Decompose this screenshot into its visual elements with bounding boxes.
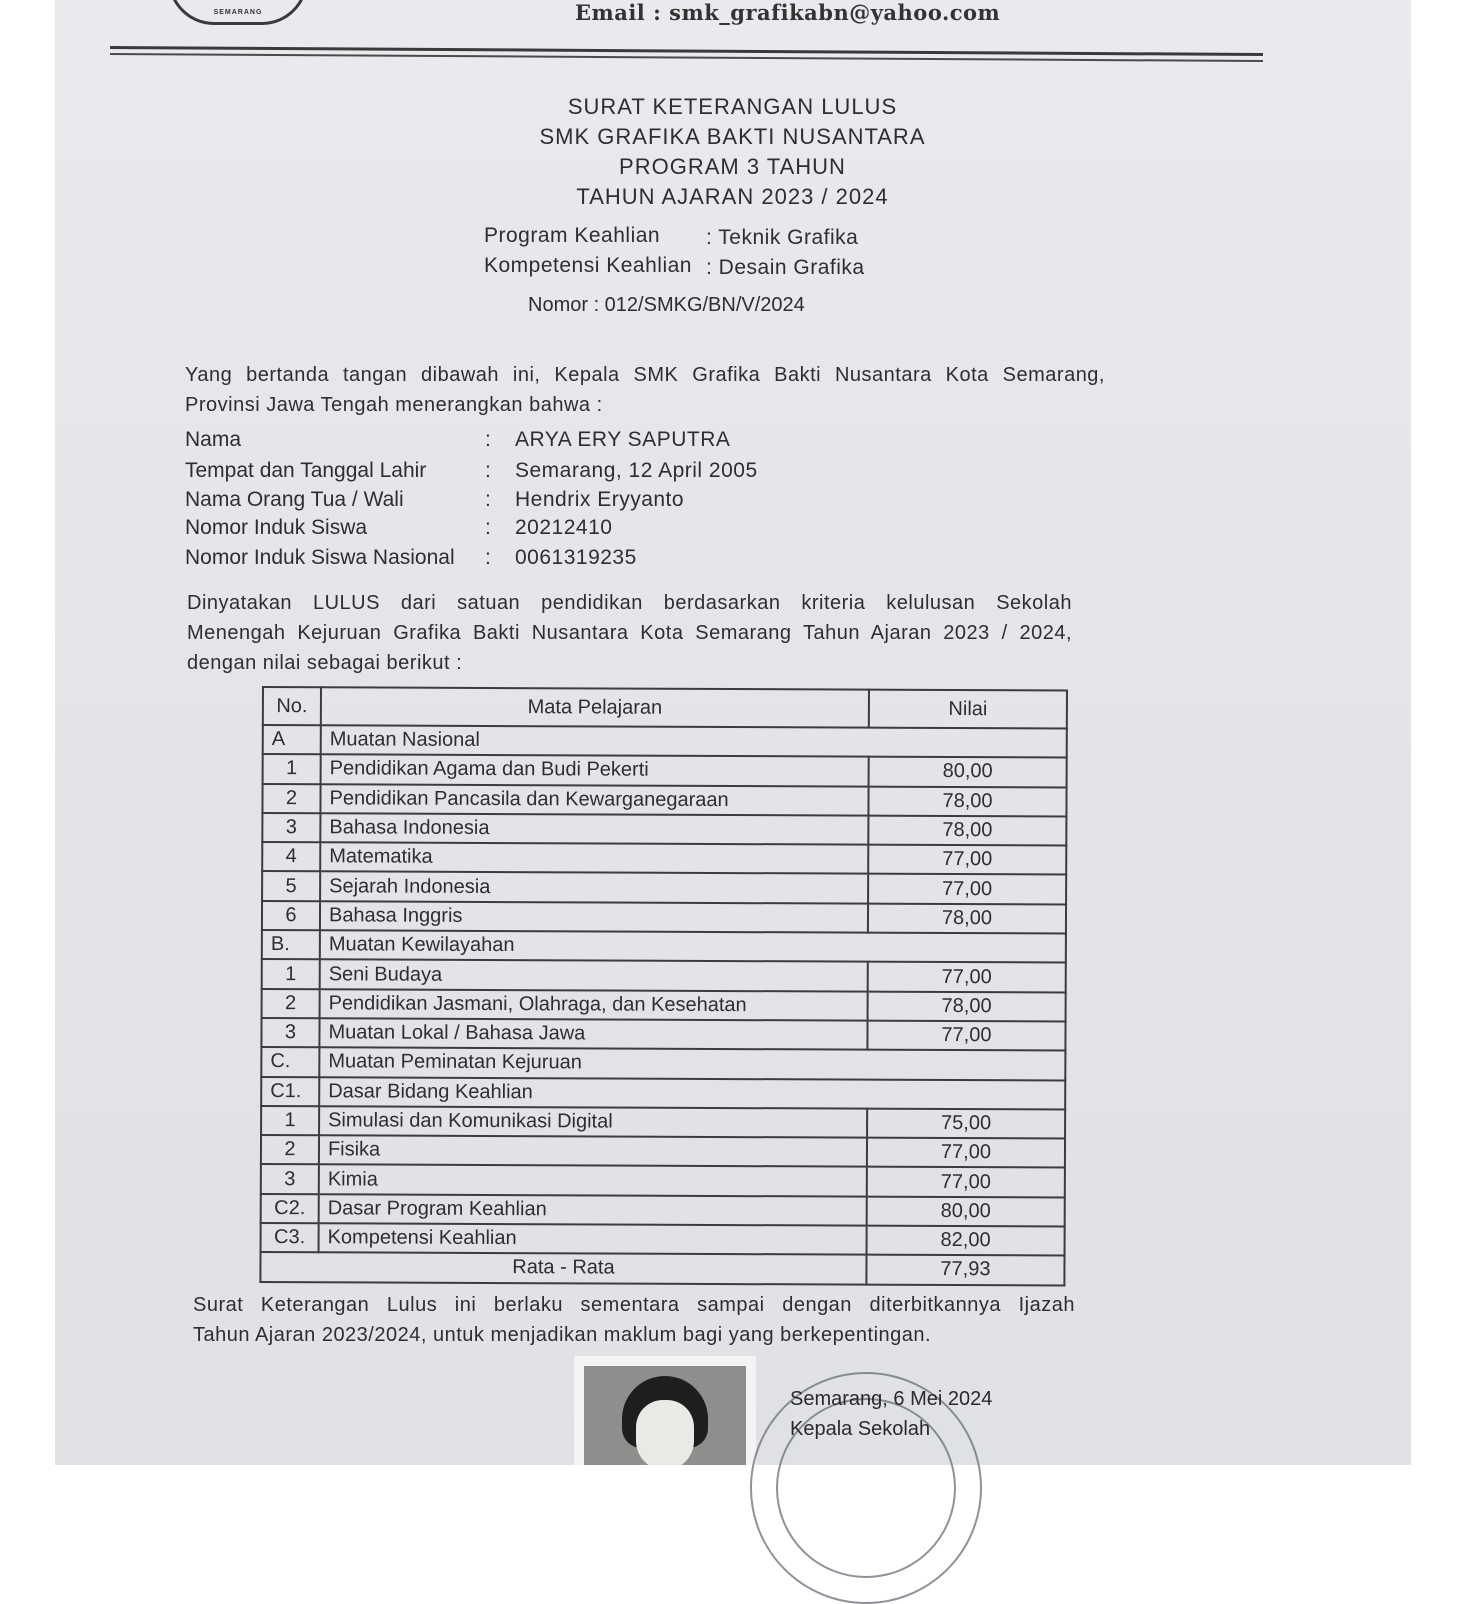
average-value: 77,93 <box>866 1255 1064 1285</box>
closing-paragraph <box>193 1290 1075 1350</box>
header-email: Email : smk_grafikabn@yahoo.com <box>575 0 1001 25</box>
row-score: 78,00 <box>868 786 1066 816</box>
statement-paragraph <box>187 588 1072 678</box>
row-number: 3 <box>262 813 320 843</box>
document-number: Nomor : 012/SMKG/BN/V/2024 <box>528 294 805 316</box>
section-title: Muatan Nasional <box>321 725 1067 758</box>
row-score: 77,00 <box>868 962 1066 992</box>
statement-line: dengan nilai sebagai berikut : <box>187 652 463 674</box>
row-score: 77,00 <box>867 1167 1065 1197</box>
section-title: Muatan Peminatan Kejuruan <box>319 1048 1065 1081</box>
student-separator: : <box>485 546 491 569</box>
section-code: B. <box>262 930 320 960</box>
section-row <box>261 1047 1065 1080</box>
header-subject: Mata Pelajaran <box>321 687 869 727</box>
table-row <box>261 1223 1065 1256</box>
table-row <box>261 1194 1065 1227</box>
row-number: 1 <box>263 754 321 784</box>
row-subject: Dasar Program Keahlian <box>319 1194 867 1226</box>
row-score: 80,00 <box>869 757 1067 787</box>
program-value: : Teknik Grafika <box>706 226 859 249</box>
row-number: C3. <box>261 1223 319 1253</box>
row-number: 5 <box>262 871 320 901</box>
table-row <box>262 989 1066 1022</box>
average-row <box>260 1252 1064 1285</box>
row-score: 75,00 <box>867 1109 1065 1139</box>
table-row <box>261 1018 1065 1051</box>
section-code: A <box>263 725 321 755</box>
section-code: C. <box>261 1047 319 1077</box>
row-score: 77,00 <box>867 1021 1065 1051</box>
closing-line: Surat Keterangan Lulus ini berlaku sementara sampai dengan diterbitkannya Ijazah <box>193 1294 1075 1316</box>
row-number: 3 <box>261 1164 319 1194</box>
statement-line: Menengah Kejuruan Grafika Bakti Nusantara Kota Semarang Tahun Ajaran 2023 / 2024, <box>187 622 1072 644</box>
row-score: 78,00 <box>868 903 1066 933</box>
row-subject: Pendidikan Pancasila dan Kewarganegaraan <box>320 784 868 816</box>
row-subject: Sejarah Indonesia <box>320 872 868 904</box>
row-number: 1 <box>261 1106 319 1136</box>
section-title: Muatan Kewilayahan <box>320 930 1066 963</box>
table-row <box>262 784 1066 817</box>
row-subject: Pendidikan Agama dan Budi Pekerti <box>321 755 869 787</box>
signature-title: Kepala Sekolah <box>790 1418 931 1440</box>
student-label: Nomor Induk Siswa Nasional <box>185 546 455 569</box>
student-parent: Hendrix Eryyanto <box>515 488 685 511</box>
row-subject: Bahasa Indonesia <box>320 813 868 845</box>
row-subject: Kompetensi Keahlian <box>319 1223 867 1255</box>
row-number: 4 <box>262 842 320 872</box>
table-header-row <box>263 687 1067 729</box>
table-row <box>263 754 1067 787</box>
row-number: 2 <box>261 1135 319 1165</box>
row-score: 77,00 <box>868 845 1066 875</box>
row-number: 1 <box>262 959 320 989</box>
statement-line: Dinyatakan LULUS dari satuan pendidikan berdasarkan kriteria kelulusan Sekolah <box>187 592 1072 614</box>
program-label: Program Keahlian <box>484 224 661 247</box>
student-nisn: 0061319235 <box>515 546 637 569</box>
row-number: 6 <box>262 901 320 931</box>
row-subject: Muatan Lokal / Bahasa Jawa <box>319 1018 867 1050</box>
row-number: 2 <box>262 989 320 1019</box>
student-separator: : <box>485 516 491 539</box>
doc-title: SURAT KETERANGAN LULUS <box>567 94 898 119</box>
row-score: 77,00 <box>868 874 1066 904</box>
table-row <box>261 1106 1065 1139</box>
section-row <box>263 725 1067 758</box>
intro-line: Provinsi Jawa Tengah menerangkan bahwa : <box>185 394 603 416</box>
student-label: Tempat dan Tanggal Lahir <box>185 459 427 482</box>
row-score: 82,00 <box>867 1226 1065 1256</box>
grades-table <box>259 686 1068 1286</box>
row-subject: Matematika <box>320 842 868 874</box>
closing-line: Tahun Ajaran 2023/2024, untuk menjadikan maklum bagi yang berkepentingan. <box>193 1324 932 1346</box>
table-row <box>262 901 1066 934</box>
row-score: 80,00 <box>867 1196 1065 1226</box>
academic-year: TAHUN AJARAN 2023 / 2024 <box>576 184 889 209</box>
student-separator: : <box>485 428 491 451</box>
student-birth: Semarang, 12 April 2005 <box>515 459 758 482</box>
table-row <box>262 842 1066 875</box>
section-row <box>261 1077 1065 1110</box>
row-subject: Pendidikan Jasmani, Olahraga, dan Kesehatan <box>320 989 868 1021</box>
intro-paragraph <box>185 360 1105 420</box>
table-row <box>261 1164 1065 1197</box>
table-row <box>261 1135 1065 1168</box>
row-score: 78,00 <box>868 991 1066 1021</box>
student-name: ARYA ERY SAPUTRA <box>515 428 731 451</box>
student-nis: 20212410 <box>515 516 613 539</box>
grades-body <box>261 725 1067 1256</box>
row-subject: Simulasi dan Komunikasi Digital <box>319 1106 867 1138</box>
student-label: Nama Orang Tua / Wali <box>185 488 404 511</box>
logo-text: SEMARANG <box>213 9 263 16</box>
photo-face <box>636 1400 694 1465</box>
header-score: Nilai <box>869 690 1067 729</box>
row-subject: Kimia <box>319 1165 867 1197</box>
row-subject: Seni Budaya <box>320 960 868 992</box>
student-photo <box>584 1366 746 1465</box>
row-number: 2 <box>262 784 320 814</box>
header-no: No. <box>263 687 321 725</box>
section-row <box>262 930 1066 963</box>
section-title: Dasar Bidang Keahlian <box>319 1077 1065 1110</box>
table-row <box>262 813 1066 846</box>
kompetensi-label: Kompetensi Keahlian <box>484 254 692 277</box>
kompetensi-value: : Desain Grafika <box>706 256 865 279</box>
school-name: SMK GRAFIKA BAKTI NUSANTARA <box>539 124 926 149</box>
section-code: C1. <box>261 1077 319 1107</box>
intro-line: Yang bertanda tangan dibawah ini, Kepala SMK Grafika Bakti Nusantara Kota Semarang, <box>185 364 1105 386</box>
row-number: 3 <box>261 1018 319 1048</box>
student-label: Nomor Induk Siswa <box>185 516 368 539</box>
average-label: Rata - Rata <box>260 1252 866 1284</box>
table-row <box>262 871 1066 904</box>
student-label: Nama <box>185 428 242 451</box>
student-separator: : <box>485 488 491 511</box>
table-row <box>262 959 1066 992</box>
program-duration: PROGRAM 3 TAHUN <box>619 154 846 179</box>
row-subject: Bahasa Inggris <box>320 901 868 933</box>
row-number: C2. <box>261 1194 319 1224</box>
row-subject: Fisika <box>319 1135 867 1167</box>
student-separator: : <box>485 459 491 482</box>
row-score: 78,00 <box>868 816 1066 846</box>
signature-place-date: Semarang, 6 Mei 2024 <box>790 1388 993 1410</box>
row-score: 77,00 <box>867 1138 1065 1168</box>
